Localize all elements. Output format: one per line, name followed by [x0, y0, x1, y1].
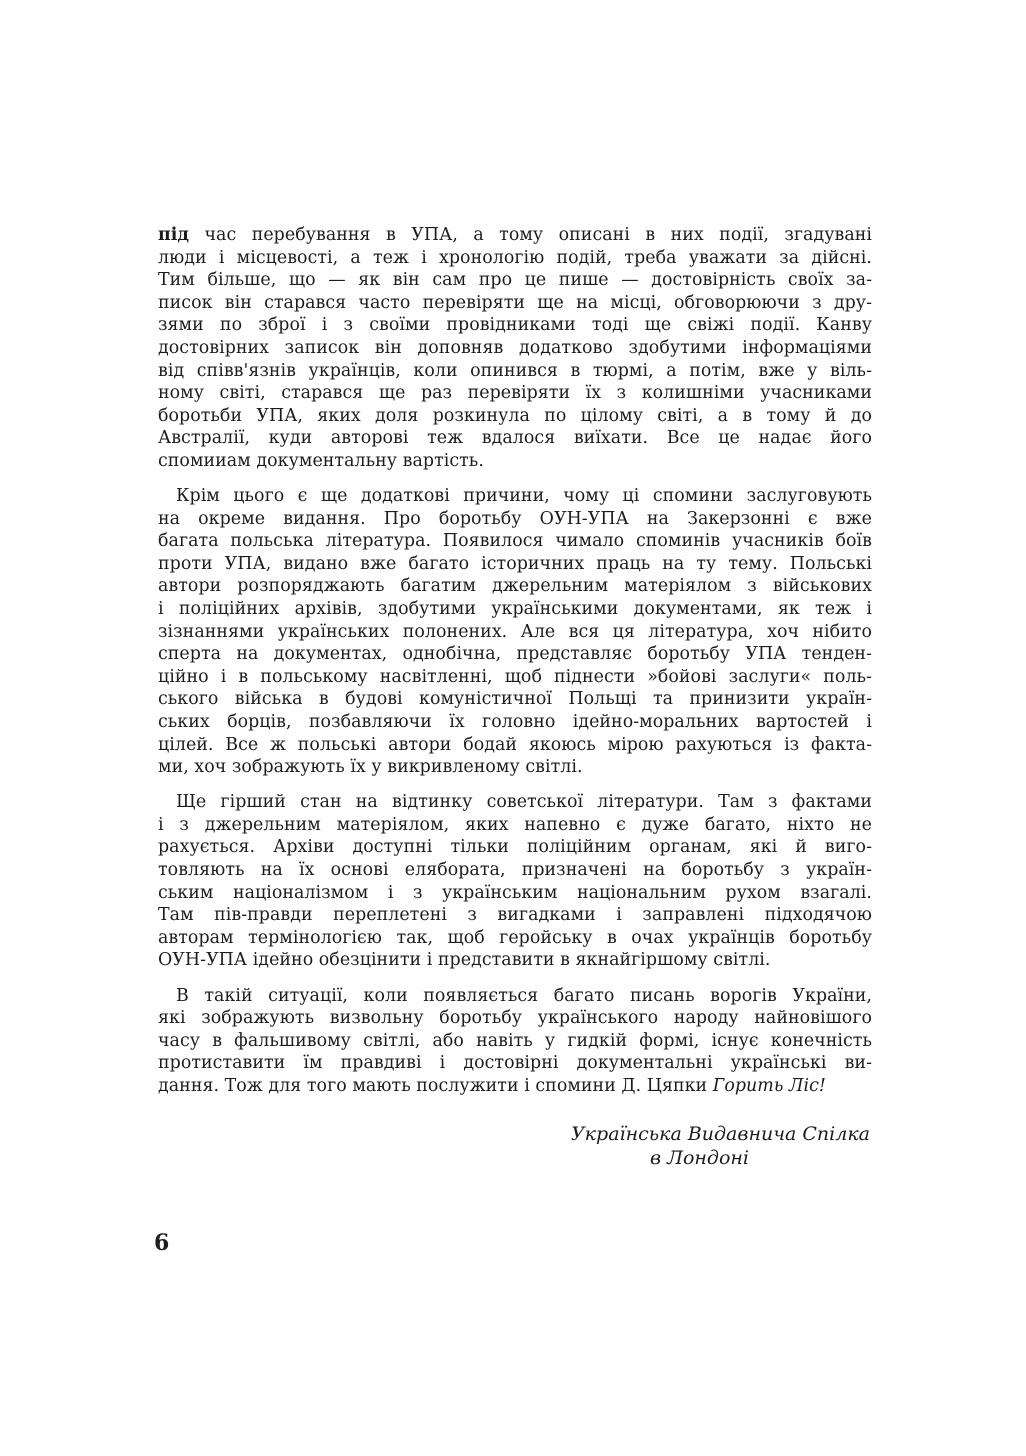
line-text: часу в фальшивому світлі, або навіть у гидкій формі, існує конечність: [158, 1030, 872, 1051]
line-text: Крім цього є ще додаткові причини, чому ці спомини заслуговують: [176, 486, 872, 507]
signature-block: [540, 1122, 870, 1170]
line-text: багата польська література. Появилося чимало споминів учасників боїв: [158, 531, 872, 552]
text-line: [158, 450, 872, 473]
book-title: Горить Ліс!: [712, 1075, 826, 1096]
line-text: товляють на їх основі елябората, призначені на боротьбу з україн-: [158, 860, 872, 881]
paragraph: [158, 791, 872, 972]
text-line: [158, 405, 872, 428]
text-line: [158, 1052, 872, 1075]
body-text: [158, 224, 872, 1097]
line-text: достовірних записок він доповняв додатково здобутими інформаціями: [158, 337, 872, 358]
line-text: спомииам документальну вартість.: [158, 450, 484, 471]
line-text: зізнаннями українських полонених. Але вся ця література, хоч нібито: [158, 621, 872, 642]
line-text: від співв'язнів українців, коли опинився в тюрмі, а потім, вже у віль-: [158, 360, 872, 381]
text-line: [158, 985, 872, 1008]
text-line: [158, 247, 872, 270]
text-line: [158, 621, 872, 644]
line-text: дання. Тож для того мають послужити і спомини Д. Цяпки: [158, 1075, 713, 1096]
text-line: [158, 882, 872, 905]
line-text: рахується. Архіви доступні тільки поліційним органам, які й виго-: [158, 837, 872, 858]
text-line: [158, 927, 872, 950]
line-text: ського війська в будові комуністичної Польщі та принизити україн-: [158, 689, 872, 710]
text-line: [158, 1030, 872, 1053]
text-line: [158, 1075, 872, 1098]
paragraph: [158, 485, 872, 779]
text-line: [158, 224, 872, 247]
page-number: 6: [154, 1230, 170, 1256]
line-text: Австралії, куди авторові теж вдалося виїхати. Все це надає його: [158, 428, 872, 449]
text-line: [158, 598, 872, 621]
line-text: ських борців, позбавляючи їх головно ідейно-моральних вартостей і: [158, 711, 872, 732]
line-text: ційно і в польському насвітленні, щоб піднести »бойові заслуги« поль-: [158, 666, 872, 687]
paragraph: [158, 224, 872, 473]
line-text: ному світі, старався ще раз перевіряти їх з колишніми учасниками: [158, 383, 872, 404]
line-text: ми, хоч зображують їх у викривленому світлі.: [158, 757, 583, 778]
text-line: [158, 814, 872, 837]
line-text: ОУН-УПА ідейно обезцінити і представити в якнайгіршому світлі.: [158, 950, 771, 971]
text-line: [158, 530, 872, 553]
text-line: [158, 427, 872, 450]
text-line: [158, 314, 872, 337]
line-text: і поліційних архівів, здобутими українськими документами, як теж і: [158, 599, 872, 619]
text-line: [158, 643, 872, 666]
line-text: Тим більше, що — як він сам про це пише — достовірність своїх за-: [158, 270, 872, 291]
text-line: [158, 711, 872, 734]
line-text: зями по зброї і з своїми провідниками тоді ще свіжі події. Канву: [158, 315, 872, 336]
signature-publisher: Українська Видавнича Спілка: [570, 1123, 870, 1145]
line-text: які зображують визвольну боротьбу українського народу найновішого: [158, 1008, 872, 1029]
text-line: [158, 756, 872, 779]
text-line: [158, 734, 872, 757]
text-line: [158, 485, 872, 508]
text-line: [158, 575, 872, 598]
line-text: В такій ситуації, коли появляється багато писань ворогів України,: [176, 985, 872, 1006]
line-text: проти УПА, видано вже багато історичних праць на ту тему. Польські: [158, 553, 872, 574]
text-line: [158, 949, 872, 972]
text-line: [158, 859, 872, 882]
line-text: Ще гірший стан на відтинку советської літератури. Там з фактами: [176, 792, 872, 813]
text-line: [158, 836, 872, 859]
text-line: [158, 337, 872, 360]
bold-lead-word: під: [158, 225, 190, 245]
line-text: цілей. Все ж польські автори бодай якоюсь мірою рахуються із факта-: [158, 734, 872, 755]
text-line: [158, 360, 872, 383]
paragraph: [158, 985, 872, 1098]
text-line: [158, 269, 872, 292]
text-line: [158, 553, 872, 576]
line-text: автори розпоряджають багатим джерельним матеріялом з військових: [158, 576, 872, 597]
signature-location: в Лондоні: [650, 1147, 749, 1169]
text-line: [158, 382, 872, 405]
text-line: [158, 666, 872, 689]
line-text: протиставити їм правдиві і достовірні документальні українські ви-: [158, 1053, 872, 1074]
line-text: на окреме видання. Про боротьбу ОУН-УПА на Закерзонні є вже: [158, 508, 872, 529]
text-line: [158, 292, 872, 315]
text-line: [158, 904, 872, 927]
line-text: боротьби УПА, яких доля розкинула по цілому світі, а в тому й до: [158, 405, 872, 426]
text-line: [158, 508, 872, 531]
text-line: [158, 791, 872, 814]
text-line: [158, 1007, 872, 1030]
line-text: сперта на документах, однобічна, представляє боротьбу УПА тенден-: [158, 644, 872, 665]
line-text: писок він старався часто перевіряти ще на місці, обговорюючи з дру-: [158, 292, 872, 313]
line-text: Там пів-правди переплетені з вигадками і заправлені підходячою: [158, 905, 872, 926]
line-text: час перебування в УПА, а тому описані в них події, згадувані: [189, 225, 872, 245]
text-line: [158, 688, 872, 711]
line-text: і з джерельним матеріялом, яких напевно є дуже багато, ніхто не: [158, 814, 872, 835]
line-text: ським націоналізмом і з українським національним рухом взагалі.: [158, 882, 872, 903]
line-text: авторам термінологією так, щоб геройську в очах українців боротьбу: [158, 927, 872, 948]
line-text: люди і місцевості, а теж і хронологію подій, треба уважати за дійсні.: [158, 247, 872, 268]
